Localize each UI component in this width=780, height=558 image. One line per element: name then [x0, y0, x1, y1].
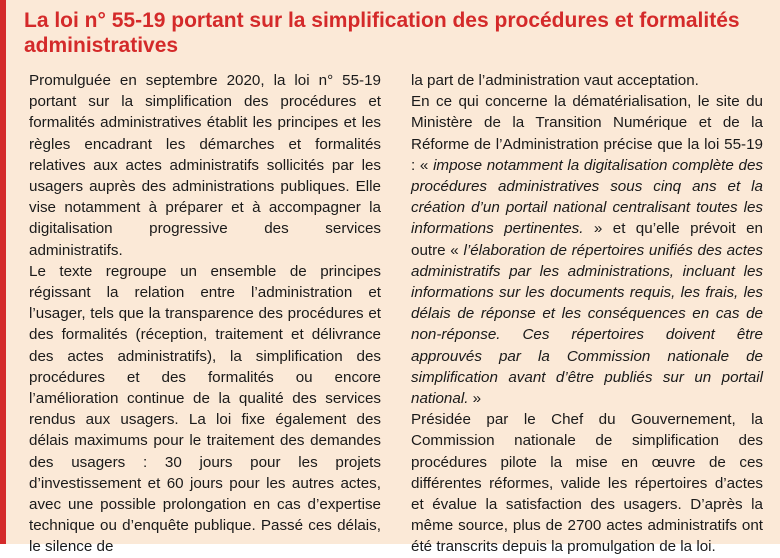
accent-bar [0, 0, 6, 544]
quote-repertoires: l’élaboration de répertoires unifiés des actes administratifs par les administrations, incluant les informations sur les documents requis, les frais, les délais de réponse et les conséquences en cas de non-réponse. Ces répertoires doivent être approuvés par la Commission nationale de simplification avant d’être publiés sur un portail national. [411, 241, 763, 408]
dematerialisation-middle: » et qu’elle prévoit en outre « [411, 220, 763, 259]
paragraph-dematerialisation [411, 91, 763, 409]
left-column [29, 70, 381, 558]
article-title: La loi n° 55-19 portant sur la simplification des procédures et formalités administratives [24, 9, 740, 57]
dematerialisation-intro: En ce qui concerne la dématérialisation, le site du Ministère de la Transition Numérique et de la Réforme de l’Administration précise que la loi 55-19 : « [411, 93, 763, 174]
dematerialisation-end: » [468, 390, 482, 408]
paragraph-principles: Le texte regroupe un ensemble de principes régissant la relation entre l’administration et l’usager, tels que la transparence des procédures et des formalités (réception, traitement et délivrance des actes administratifs), la simplification des procédures et des formalités ou encore l’amélioration continue de la qualité des services rendus aux usagers. La loi fixe également des délais maximums pour le traitement des demandes des usagers : 30 jours pour les projets d’investissement et 60 jours pour les autres actes, avec une possible prolongation en cas d’expertise technique ou d’enquête publique. Passé ces délais, le silence de [29, 262, 381, 556]
paragraph-commission: Présidée par le Chef du Gouvernement, la Commission nationale de simplification des procédures pilote la mise en œuvre de ces différentes réformes, valide les répertoires d’actes et évalue la satisfaction des usagers. D’après la même source, plus de 2700 actes administratifs ont été transcrits depuis la promulgation de la loi. [411, 411, 763, 556]
paragraph-silence: la part de l’administration vaut acceptation. [411, 72, 699, 89]
paragraph-intro: Promulguée en septembre 2020, la loi n° 55-19 portant sur la simplification des procédures et formalités administratives établit les principes et les règles encadrant les démarches et formalités relatives aux actes administratifs sollicités par les usagers auprès des administrations publiques. Elle vise notamment à préparer et à accompagner la digitalisation progressive des services administratifs. [29, 72, 381, 259]
right-column [411, 70, 763, 558]
quote-digitalisation: impose notamment la digitalisation complète des procédures administratives sous cinq ans et la création d’un portail national centralisant toutes les informations pertinentes. [411, 156, 763, 238]
